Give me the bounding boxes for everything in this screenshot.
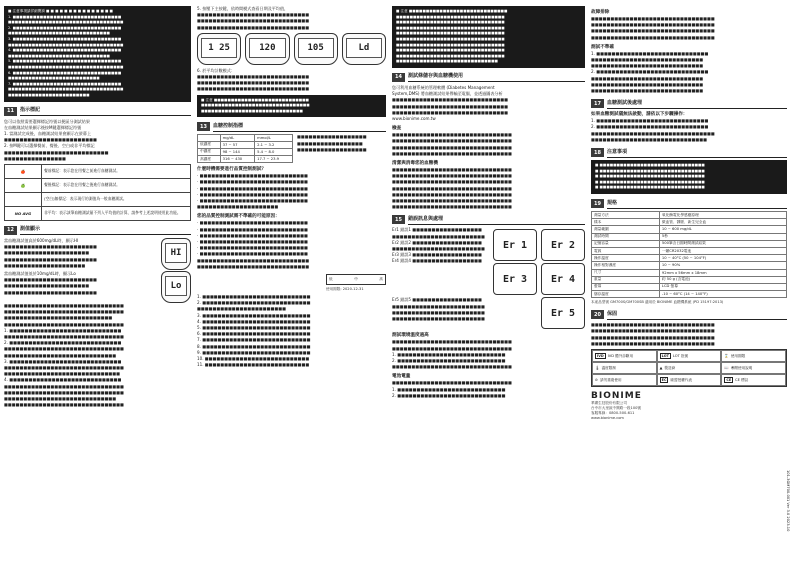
company-block [591,391,787,420]
spec-value: LCD 螢幕 [659,283,786,290]
company-line: 客服專線：0800-500-611 [591,411,635,416]
brand-logo: BIONIME [591,391,642,402]
hi-display: HI [165,243,187,263]
symbol-label: 製造商 [664,365,676,370]
spec-row [592,233,787,240]
spec-value: 10 ~ 90% [659,262,786,269]
indicator-row-blank [5,192,191,206]
trouble-subheading: 故障排除 [591,10,610,15]
section-title: 保固 [607,310,787,320]
control-cell: 316 ~ 430 [220,155,255,162]
section-15-header [392,215,585,224]
section-number: 18 [591,148,604,157]
before-meal-icon: 🍎 [5,164,42,178]
spec-key: 記憶容量 [592,240,660,247]
storage-subheading: 檢查 [392,126,402,132]
indicator-row-no-avg [5,206,191,220]
errors-row-1 [392,227,585,297]
hi-display-row [4,238,191,271]
control-cell: 低濃度 [198,141,221,148]
ce-icon: CE [726,378,732,383]
spec-row [592,219,787,226]
indicator-desc: (空白)無標記：表示現行的測值為一般血糖測試。 [42,192,191,206]
control-table-row [198,155,293,162]
company-line: www.bionime.com [591,416,624,421]
meter-screen-4 [342,33,386,65]
section-14-text: 您可利用血糖系統的管理軟體 (Diabetes Management System,DMS) 將血糖測試結果傳輸至電腦，並透過圖表分析 ■■■■■■■■■■■■■■■■■■■■■■■■■■■■■■ ■■■■■■■■■■■■■■■■■■■■■■■■■■■■■■ ■■■■■■■■■■■■■■■■■■■■■■■■■■■■■■ www.bionime.com.tw [392,84,509,121]
section-number: 14 [392,73,405,82]
control-text-2: · ■■■■■■■■■■■■■■■■■■■■■■■■■■■■ · ■■■■■■■■■■■■■■■■■■■■■■■■■■■■ · ■■■■■■■■■■■■■■■■■■■■■■■■■■■■ · ■■■■■■■■■■■■■■■■■■■■■■■■■■■■ · ■■■■■■■■■■■■■■■■■■■■■■■■■■■■ · ■■■■■■■■■■■■■■■■■■■■■■■■■■■■ ■■■■■■■■■■■■■■■■■■■■■■■■■■■■■ ■■■■■■■■■■■■■■■■■■■■■■■■■■■■■ [197,220,310,269]
spec-value: 10 ~ 40°C (50 ~ 104°F) [659,255,786,262]
section-17-header [591,99,787,108]
spec-row [592,283,787,290]
symbol-temp [592,362,657,374]
indicator-desc: 餐後標記：表示您在用餐之後進行血糖測試。 [42,178,191,192]
section-title: 血糖控制指標 [213,122,386,132]
section-18-header [591,148,787,157]
storage-text: ■■■■■■■■■■■■■■■■■■■■■■■■■■■■■■■ ■■■■■■■■■■■■■■■■■■■■■■■■■■■■■■■ ■■■■■■■■■■■■■■■■■■■■■■■■■■■■■■■ ■■■■■■■■■■■■■■■■■■■■■■■■■■■■■■■ [392,132,512,156]
battery-subheading: 電池電量 [392,374,411,380]
spec-key: 測量範圍 [592,226,660,233]
spec-key: 尺寸 [592,269,660,276]
meter-screen-2 [245,33,289,65]
spec-row [592,262,787,269]
hi-meter-screen [161,238,191,270]
spec-value: 氧化酶電化學感應原理 [659,212,786,219]
section-title: 血糖測試後處理 [607,99,787,109]
company-line: 華廣生技股份有限公司 [591,401,627,406]
symbol-label: 使用期限 [730,353,746,358]
spec-row [592,255,787,262]
company-line: 台中市大里區中興路一段100號 [591,406,641,411]
hi-text: 當血糖測試值高於600mg/dL時，顯示HI ■■■■■■■■■■■■■■■■■■■■■■■■ ■■■■■■■■■■■■■■■■■■■■■■ ■■■■■■■■■■■■■■■■■■■■■■■■ ■■■■■■■■■■■■■■■■■■■■■ [4,237,97,268]
control-cell: 2.1 ~ 3.2 [255,141,293,148]
symbol-label: CE 標誌 [735,377,749,382]
symbol-label: IVD 體外診斷用 [607,353,634,358]
document-code: 101-3GM700-001 Ver 3.0 2023-10 [786,469,790,531]
control-table-row [198,141,293,148]
control-table-row [197,134,386,163]
spec-row [592,269,787,276]
spec-key: 螢幕 [592,283,660,290]
spec-key: 樣本 [592,219,660,226]
error-subheading: 測試環境溫度過高 [392,333,429,339]
control-table-row [198,148,293,155]
lo-display-row [4,271,191,303]
indicator-row-before-meal [5,164,191,178]
control-text-1: · ■■■■■■■■■■■■■■■■■■■■■■■■■■■■ · ■■■■■■■■■■■■■■■■■■■■■■■■■■■■ · ■■■■■■■■■■■■■■■■■■■■■■■■■■■■ · ■■■■■■■■■■■■■■■■■■■■■■■■■■■■ · ■■■■■■■■■■■■■■■■■■■■■■■■■■■■ ■■■■■■■■■■■■■■■■■■■■■ [197,173,308,210]
error-display: Er 3 [493,263,537,295]
spec-row [592,212,787,219]
control-cell: 5.4 ~ 8.0 [255,148,293,155]
error-display: Er 1 [493,229,537,261]
ec-rep-icon: EC [661,378,667,383]
error-text-1: Er1 錯誤1 ■■■■■■■■■■■■■■■■■■ ■■■■■■■■■■■■■■■■■■■■■■■■ Er2 錯誤2 ■■■■■■■■■■■■■■■■■■ ■■■■■■■■■■■■■■■■■■■■■■■■ Er3 錯誤3 ■■■■■■■■■■■■■■■■■■ Er4 錯誤4 ■■■■■■■■■■■■■■■■■■ [392,227,485,264]
spec-key: 重量 [592,276,660,283]
section-title: 規格 [607,199,787,209]
notice-block-2: ■ 注意 ■■■■■■■■■■■■■■■■■■■■■■■■■■■■ ■■■■■■■■■■■■■■■■■■■■■■■■■■■■■■■■ ■■■■■■■■■■■■■■■■■■■■■■■■■■■■■■ [197,95,386,118]
symbols-grid [591,349,787,387]
control-steps: 1. ■■■■■■■■■■■■■■■■■■■■■■■■■■■■ 2. ■■■■■■■■■■■■■■■■■■■■■■■■■■■■ ■■■■■■■■■■■■■■■■■■■■■■■ 3. ■■■■■■■■■■■■■■■■■■■■■■■■■■■■ 4. ■■■■■■■■■■■■■■■■■■■■■■■■■■■■ 5. ■■■■■■■■■■■■■■■■■■■■■■■■■■■■ 6. ■■■■■■■■■■■■■■■■■■■■■■■■■■■■ 7. ■■■■■■■■■■■■■■■■■■■■■■■■■■■■ 8. ■■■■■■■■■■■■■■■■■■■■■■■■■■■■ 9. ■■■■■■■■■■■■■■■■■■■■■■■■■■■■ 10. ■■■■■■■■■■■■■■■■■■■■■■■■■■■ 11. ■■■■■■■■■■■■■■■■■■■■■■■■■■■ [197,294,311,368]
control-cell: 98 ~ 144 [220,148,255,155]
error-screens-1 [493,227,585,297]
section-14-header [392,73,585,82]
section-12-text-2: ■■■■■■■■■■■■■■■■■■■■■■■■■■■■■■■ ■■■■■■■■■■■■■■■■■■■■■■■■■■■■■■■ ■■■■■■■■■■■■■■■■■■■■■■■■■■■■ ■■■■■■■■■■■■■■■■■■■■■■■■■■■■■■■ 1. ■■■■■■■■■■■■■■■■■■■■■■■■■■■■■ ■■■■■■■■■■■■■■■■■■■■■■■■■■■■■■■ 2. ■■■■■■■■■■■■■■■■■■■■■■■■■■■■■ ■■■■■■■■■■■■■■■■■■■■■■■■■■■■■■■ ■■■■■■■■■■■■■■■■■■■■■■■■■■■■■ 3. ■■■■■■■■■■■■■■■■■■■■■■■■■■■■■ ■■■■■■■■■■■■■■■■■■■■■■■■■■■■■■■ ■■■■■■■■■■■■■■■■■■■■■■■■■■■■■■ 4. ■■■■■■■■■■■■■■■■■■■■■■■■■■■■■ ■■■■■■■■■■■■■■■■■■■■■■■■■■■■■■■ ■■■■■■■■■■■■■■■■■■■■■■■■■■■■■■■ ■■■■■■■■■■■■■■■■■■■■■■■■■■■■■ ■■■■■■■■■■■■■■■■■■■■■■■■■■■■■■■ [4,302,124,408]
error-display: Er 2 [541,229,585,261]
no-reuse-icon: ⊘ [595,378,599,383]
after-meal-icon: 🍏 [5,178,42,192]
section-number: 19 [591,199,604,208]
strip-label: 中 [354,277,358,281]
section-title: 測試條儲存與血糖機使用 [408,72,585,82]
section-19-header [591,199,787,208]
lot-icon: LOT [661,354,669,359]
control-subheading-1: 什麼時機需要進行品質控制測試？ [197,167,266,173]
factory-icon: ▲ [659,366,663,371]
disposal-text: 1. ■■■■■■■■■■■■■■■■■■■■■■■■■■■■■ 2. ■■■■■■■■■■■■■■■■■■■■■■■■■■■■■ ■■■■■■■■■■■■■■■■■■■■■■■■■■■■■■■■ ■■■■■■■■■■■■■■■■■■■■■■■■■■■■■■ [591,118,715,142]
column-4 [591,6,787,420]
hourglass-icon: ⌛ [724,354,729,359]
control-cell: 中濃度 [198,148,221,155]
thermometer-icon: 🌡 [595,366,600,371]
strip-label: 高 [379,277,383,281]
screen-reading: 105 [298,38,334,58]
step-5-text: 5. 按壓下主按鍵，依時間模式查看日期及平均值， ■■■■■■■■■■■■■■■■■■■■■■■■■■■■■ ■■■■■■■■■■■■■■■■■■■■■■■■■■■■■ ■■■■■■■■■■■■■■■■■■■■■■■■■■■■■ [197,6,310,30]
spec-value: 92mm x 56mm x 18mm [659,269,786,276]
trouble-text: ■■■■■■■■■■■■■■■■■■■■■■■■■■■■■■■■ ■■■■■■■■■■■■■■■■■■■■■■■■■■■■■■■■ ■■■■■■■■■■■■■■■■■■■■■■■■■■■■■■■■ ■■■■■■■■■■■■■■■■■■■■■■■■■■■■■■■■ [591,16,715,40]
spec-key: 電源 [592,247,660,254]
section-title: 注意事項 [607,148,787,158]
strip-labels [326,274,386,285]
section-title: 測值顯示 [20,225,191,235]
notice-block-3: ■ 注意 ■■■■■■■■■■■■■■■■■■■■■■■■■■■■■ ■■■■■■■■■■■■■■■■■■■■■■■■■■■■■■■■ ■■■■■■■■■■■■■■■■■■■■■■■■■■■■■■■■ ■■■■■■■■■■■■■■■■■■■■■■■■■■■■■■■■ ■■■■■■■■■■■■■■■■■■■■■■■■■■■■■■■■ ■■■■■■■■■■■■■■■■■■■■■■■■■■■■■■■■ ■■■■■■■■■■■■■■■■■■■■■■■■■■■■■■■■ ■■■■■■■■■■■■■■■■■■■■■■■■■■■■■■■■ ■■■■■■■■■■■■■■■■■■■■■■■■■■■■■■■■ ■■■■■■■■■■■■■■■■■■■■■■■■■■■■■■ [392,6,585,68]
spec-key: 儲存溫度 [592,291,660,298]
error-temp-text: ■■■■■■■■■■■■■■■■■■■■■■■■■■■■■■■ ■■■■■■■■■■■■■■■■■■■■■■■■■■■■■■■ 1. ■■■■■■■■■■■■■■■■■■■■■■■■■■■■ 2. ■■■■■■■■■■■■■■■■■■■■■■■■■■■■ ■■■■■■■■■■■■■■■■■■■■■■■■■■■■■■■ [392,339,512,370]
symbol-manual [721,362,786,374]
spec-table [591,211,787,298]
warning-block: ■ 注意事項請詳細閱讀 ■ ■ ■ ■ ■ ■ ■ ■ ■ ■ ■ ■ ■ ■ ■ 1. ■■■■■■■■■■■■■■■■■■■■■■■■■■■■■■■■ ■■■■■■■■■■■■■■■■■■■■■■■■■■■■■■■■■■ 2. ■■■■■■■■■■■■■■■■■■■■■■■■■■■■■■■■ ■■■■■■■■■■■■■■■■■■■■■■■■■■■■■■ 3. ■■■■■■■■■■■■■■■■■■■■■■■■■■■■■■■■ ■■■■■■■■■■■■■■■■■■■■■■■■■■■■■■■■■■ 4. ■■■■■■■■■■■■■■■■■■■■■■■■■■■■■■■■ ■■■■■■■■■■■■■■■■■■■■■■■■■■■■■■ 5. ■■■■■■■■■■■■■■■■■■■■■■■■■■■■■■■■ ■■■■■■■■■■■■■■■■■■■■■■■■■■■■■■■■■■ 6. ■■■■■■■■■■■■■■■■■■■■■■■■■■■■■■■■ ■■■■■■■■■■■■■■■■■■■■■■■■■■■ 7. ■■■■■■■■■■■■■■■■■■■■■■■■■■■■■■■■ ■■■■■■■■■■■■■■■■■■■■■■■■■■■■■■■■■■ ■■■■■■■■■■■■■■■■■■■■■■■■ [4,6,191,102]
section-20-header [591,310,787,319]
spec-value: 約 50 g (含電池) [659,276,786,283]
section-number: 17 [591,99,604,108]
symbol-ivd [592,350,657,362]
control-range-table [197,134,293,163]
errors-row-2 [392,297,585,329]
spec-row [592,291,787,298]
section-number: 20 [591,310,604,319]
control-solution-box [326,272,386,292]
spec-row [592,226,787,233]
symbol-label: 請勿重複使用 [600,377,622,382]
no-avg-label: NO AVG [5,206,42,220]
spec-key: 測試時間 [592,233,660,240]
meter-screen-3 [294,33,338,65]
section-number: 15 [392,215,405,224]
trouble-text-2: 1. ■■■■■■■■■■■■■■■■■■■■■■■■■■■■■ ■■■■■■■■■■■■■■■■■■■■■■■■■■■■■ ■■■■■■■■■■■■■■■■■■■■■■■■■■■■■ 2. ■■■■■■■■■■■■■■■■■■■■■■■■■■■■■ ■■■■■■■■■■■■■■■■■■■■■■■■■■■■■ ■■■■■■■■■■■■■■■■■■■■■■■■■■■■■ ■■■■■■■■■■■■■■■■■■■■■■■■■■■■■ [591,50,709,94]
indicator-row-after-meal [5,178,191,192]
section-13-header [197,122,386,131]
section-number: 12 [4,226,17,235]
lo-meter-screen [161,271,191,303]
symbol-label: LOT 批號 [672,353,689,358]
spec-value: 一顆CR2032電池 [659,247,786,254]
step-6-text: 6. 於平均計數模式： ■■■■■■■■■■■■■■■■■■■■■■■■■■■■■ ■■■■■■■■■■■■■■■■■■■■■■■■■■■■■ ■■■■■■■■■■■■■■■■■■■■■■■■■■■■■ [197,67,310,92]
blank-indicator [5,192,42,206]
symbol-ce [721,374,786,386]
warranty-text: ■■■■■■■■■■■■■■■■■■■■■■■■■■■■■■■■ ■■■■■■■■■■■■■■■■■■■■■■■■■■■■■■■■ ■■■■■■■■■■■■■■■■■■■■■■■■■■■■■■■■ ■■■■■■■■■■■■■■■■■■■■■■■■■■■■■■■■ [591,322,715,346]
strip-expiry: 使用期限: 2020-12-31 [326,287,364,291]
cleaning-text: ■■■■■■■■■■■■■■■■■■■■■■■■■■■■■■■ ■■■■■■■■■■■■■■■■■■■■■■■■■■■■■■■ ■■■■■■■■■■■■■■■■■■■■■■■■■■■■■■■ ■■■■■■■■■■■■■■■■■■■■■■■■■■■■■■■ ■■■■■■■■■■■■■■■■■■■■■■■■■■■■■■■ ■■■■■■■■■■■■■■■■■■■■■■■■■■■■■■■ ■■■■■■■■■■■■■■■■■■■■■■■■■■■■■■■ [392,166,512,210]
control-cell: 37 ~ 57 [220,141,255,148]
battery-text: ■■■■■■■■■■■■■■■■■■■■■■■■■■■■■■■ 1. ■■■■■■■■■■■■■■■■■■■■■■■■■■■■ 2. ■■■■■■■■■■■■■■■■■■■■■■■■■■■■ [392,380,512,398]
spec-value: -10 ~ 60°C (14 ~ 140°F) [659,291,786,298]
symbol-manufacturer [657,362,722,374]
section-11-header [4,107,191,116]
control-head-cell: mmol/L [255,135,293,141]
symbol-label: 溫度限制 [601,365,616,370]
column-2 [197,6,386,370]
screen-reading: 1 25 [201,38,237,58]
section-title: 指示標記 [20,106,191,116]
book-icon: 📖 [724,366,729,371]
column-1 [4,6,191,410]
strip-label: 低 [329,277,333,281]
symbol-lot [657,350,722,362]
section-12-header [4,226,191,235]
model-note: 本產品型號 GM700S/GM700SB 適用於 BIONIME 血糖機系統 (PD 15197:2013) [591,300,724,305]
control-head-cell: mg/dL [220,135,255,141]
control-strip-figure [197,272,386,292]
spec-value: 5秒 [659,233,786,240]
error-screen-pair-2 [493,263,585,295]
indicator-desc: 餐前標記：表示您在用餐之前進行血糖測試。 [42,164,191,178]
trouble-subheading-2: 測試不準確 [591,44,614,50]
spec-row [592,247,787,254]
spec-key: 操作相對濕度 [592,262,660,269]
spec-value: 10 ~ 600 mg/dL [659,226,786,233]
symbol-label: 歐盟授權代表 [670,377,693,382]
section-11-text: 您可以依照需要選擇標記符號以便區分測試結果 在血糖測試結果顯示後按M鍵選擇標記符號 1. 當測試完成後，血糖測試結果會顯示在螢幕上 ■■■■■■■■■■■■■■■■■■■■■■■■ 2. 按M鍵可以選擇餐前、餐後、空白或非平均標記 ■■■■■■■■■■■■■■■■■■■■■■■■■■■ ■■■■■■■■■■■■■■■■ [4,118,109,161]
control-table-note: ■■■■■■■■■■■■■■■■■■ ■■■■■■■■■■■■■■■■■ ■■■■■■■■■■■■■■■■■■ [297,134,367,152]
symbol-ec-rep [657,374,722,386]
ivd-icon: IVD [597,354,604,359]
error-screen-pair-1 [493,229,585,261]
error-display: Er 4 [541,263,585,295]
indicator-table [4,164,191,221]
disposal-subheading: 如果血糖測試儀無法啟動，請依以下步驟操作： [591,112,688,118]
meter-screen-1 [197,33,241,65]
control-subheading-2: 您的品質控制測試需不準確的可能原因： [197,214,280,220]
symbol-label: 參閱使用說明 [730,365,753,370]
symbol-expiry [721,350,786,362]
section-number: 13 [197,122,210,131]
cleaning-subheading: 清潔與消毒您的血糖機 [392,160,438,166]
spec-row [592,240,787,247]
spec-value: 500筆含日期時間測試結果 [659,240,786,247]
section-number: 11 [4,107,17,116]
section-title: 錯誤訊息與處理 [408,215,585,225]
screen-reading: Ld [346,38,382,58]
lo-text: 當血糖測試值低於10mg/dL時，顯示Lo ■■■■■■■■■■■■■■■■■■■■■■■■ ■■■■■■■■■■■■■■■■■■■■■■ ■■■■■■■■■■■■■■■■■■■■■■■■ [4,270,97,295]
error-display: Er 5 [541,297,585,329]
spec-key: 操作溫度 [592,255,660,262]
column-3 [392,6,585,401]
indicator-desc: 非平均：表示該筆血糖測試量不列入平均值的計算，請參考上述說明使用此功能。 [42,206,191,220]
screen-reading: 120 [249,38,285,58]
lo-display: Lo [165,276,187,296]
control-cell: 高濃度 [198,155,221,162]
spec-value: 微血管、靜脈、新生兒全血 [659,219,786,226]
control-cell: 17.7 ~ 23.9 [255,155,293,162]
notice-block-4: ■ ■■■■■■■■■■■■■■■■■■■■■■■■■■■■■■■ ■ ■■■■■■■■■■■■■■■■■■■■■■■■■■■■■■■ ■ ■■■■■■■■■■■■■■■■■■■■■■■■■■■■■■■ ■ ■■■■■■■■■■■■■■■■■■■■■■■■■■■■■■■ ■ ■■■■■■■■■■■■■■■■■■■■■■■■■■■■■■■ [591,160,787,194]
error-text-2: Er5 錯誤5 ■■■■■■■■■■■■■■■■■■ ■■■■■■■■■■■■■■■■■■■■■■■■ ■■■■■■■■■■■■■■■■■■■■■■■■ ■■■■■■■■■■■■■■■■■■■■■■■■ [392,297,485,321]
spec-key: 測量方法 [592,212,660,219]
screen-row-1 [197,33,386,65]
symbol-no-reuse [592,374,657,386]
spec-row [592,276,787,283]
